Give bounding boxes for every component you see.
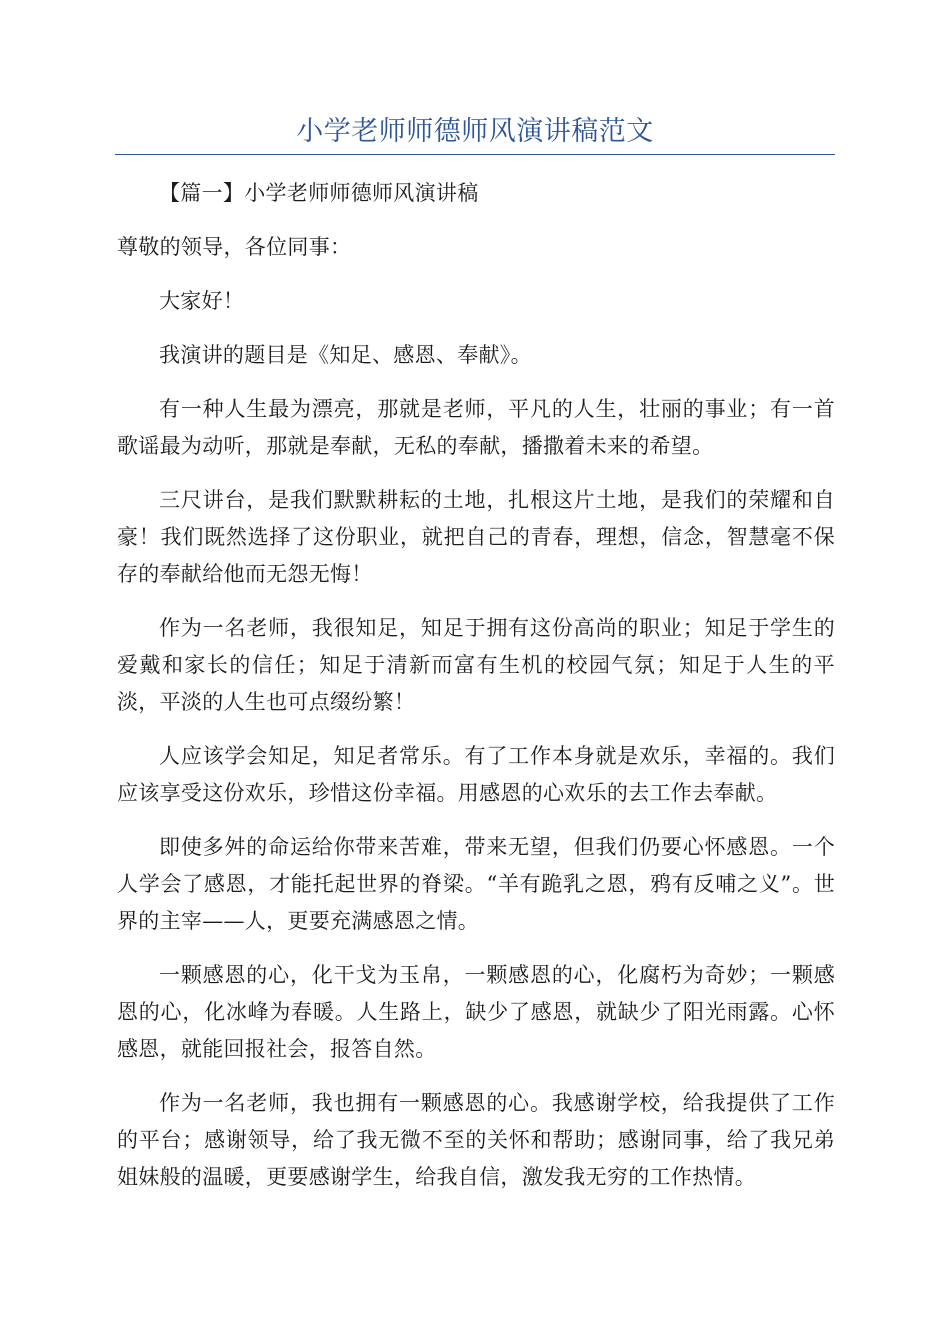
paragraph: 一颗感恩的心，化干戈为玉帛，一颗感恩的心，化腐朽为奇妙；一颗感恩的心，化冰峰为春暖。人生路上，缺少了感恩，就缺少了阳光雨露。心怀感恩，就能回报社会，报答自然。 (117, 963, 835, 1061)
document-title: 小学老师师德师风演讲稿范文 (296, 116, 654, 147)
paragraph: 大家好！ (159, 289, 245, 313)
paragraph: 作为一名老师，我很知足，知足于拥有这份高尚的职业；知足于学生的爱戴和家长的信任；知足于清新而富有生机的校园气氛；知足于人生的平淡，平淡的人生也可点缀纷繁！ (117, 616, 835, 714)
paragraph: 我演讲的题目是《知足、感恩、奉献》。 (159, 343, 532, 367)
document-body (117, 175, 835, 1213)
paragraph: 人应该学会知足，知足者常乐。有了工作本身就是欢乐，幸福的。我们应该享受这份欢乐，珍惜这份幸福。用感恩的心欢乐的去工作去奉献。 (117, 744, 835, 805)
paragraph: 即使多舛的命运给你带来苦难，带来无望，但我们仍要心怀感恩。一个人学会了感恩，才能托起世界的脊梁。“羊有跪乳之恩，鸦有反哺之义”。世界的主宰——人，更要充满感恩之情。 (117, 835, 835, 933)
title-underline (115, 154, 835, 155)
section-heading: 【篇一】小学老师师德师风演讲稿 (159, 181, 479, 205)
paragraph: 作为一名老师，我也拥有一颗感恩的心。我感谢学校，给我提供了工作的平台；感谢领导，给了我无微不至的关怀和帮助；感谢同事，给了我兄弟姐妹般的温暖，更要感谢学生，给我自信，激发我无穷的工作热情。 (117, 1091, 835, 1189)
paragraph: 有一种人生最为漂亮，那就是老师，平凡的人生，壮丽的事业；有一首歌谣最为动听，那就是奉献，无私的奉献，播撒着未来的希望。 (117, 397, 835, 458)
paragraph: 三尺讲台，是我们默默耕耘的土地，扎根这片土地，是我们的荣耀和自豪！我们既然选择了这份职业，就把自己的青春，理想，信念，智慧毫不保存的奉献给他而无怨无悔！ (117, 488, 835, 586)
salutation: 尊敬的领导，各位同事： (117, 235, 352, 259)
